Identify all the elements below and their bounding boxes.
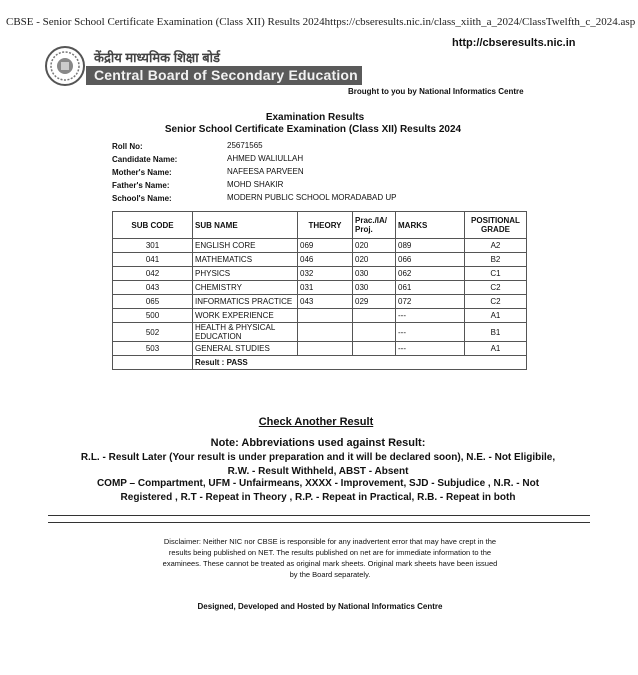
- marks-cell: 072: [396, 295, 465, 309]
- sub-code-cell: 042: [113, 267, 193, 281]
- table-row: [113, 267, 527, 281]
- result-value: PASS: [226, 358, 248, 367]
- school-name-value: MODERN PUBLIC SCHOOL MORADABAD UP: [227, 193, 397, 202]
- sub-name-cell: GENERAL STUDIES: [193, 342, 298, 356]
- sub-code-cell: 041: [113, 253, 193, 267]
- disclaimer-line: by the Board separately.: [289, 570, 371, 579]
- sub-code-cell: 065: [113, 295, 193, 309]
- header-sub-name: SUB NAME: [193, 212, 298, 239]
- mother-name-label: Mother's Name:: [112, 168, 172, 177]
- result-label: Result :: [195, 358, 225, 367]
- school-name-label: School's Name:: [112, 194, 172, 203]
- prac-cell: 030: [353, 281, 396, 295]
- theory-cell: 069: [298, 239, 353, 253]
- board-name-banner: Central Board of Secondary Education: [86, 66, 362, 85]
- prac-cell: 020: [353, 253, 396, 267]
- prac-cell: [353, 323, 396, 342]
- prac-cell: 020: [353, 239, 396, 253]
- sub-name-cell: INFORMATICS PRACTICE: [193, 295, 298, 309]
- header-grade-line1: POSITIONAL: [471, 216, 520, 225]
- marks-cell: ---: [396, 309, 465, 323]
- sub-name-cell: WORK EXPERIENCE: [193, 309, 298, 323]
- grade-cell: A2: [465, 239, 527, 253]
- marks-table: [112, 211, 527, 370]
- sub-code-cell: 043: [113, 281, 193, 295]
- footer-credit: Designed, Developed and Hosted by National Informatics Centre: [197, 602, 443, 611]
- table-row: [113, 309, 527, 323]
- table-row: [113, 323, 527, 342]
- grade-cell: C2: [465, 281, 527, 295]
- disclaimer-line: examinees. These cannot be treated as original mark sheets. Original mark sheets have been issued: [162, 559, 498, 568]
- result-cell: [193, 356, 527, 370]
- table-row: [113, 295, 527, 309]
- prac-cell: 030: [353, 267, 396, 281]
- marks-cell: ---: [396, 342, 465, 356]
- theory-cell: [298, 342, 353, 356]
- sub-name-cell: PHYSICS: [193, 267, 298, 281]
- theory-cell: 031: [298, 281, 353, 295]
- sub-code-cell: 500: [113, 309, 193, 323]
- header-sub-code: SUB CODE: [113, 212, 193, 239]
- check-another-result-link[interactable]: Check Another Result: [258, 416, 374, 428]
- disclaimer-line: Disclaimer: Neither NIC nor CBSE is responsible for any inadvertent error that may have crept in the: [163, 537, 497, 546]
- divider: [48, 522, 590, 523]
- prac-cell: [353, 309, 396, 323]
- divider: [48, 515, 590, 516]
- header-grade: [465, 212, 527, 239]
- grade-cell: C2: [465, 295, 527, 309]
- result-row-spacer: [113, 356, 193, 370]
- print-header: CBSE - Senior School Certificate Examination (Class XII) Results 2024https://cbseresults.nic.in/class_xiith_a_2024/ClassTwelfth_c_2024.asp: [6, 16, 636, 28]
- table-header-row: [113, 212, 527, 239]
- candidate-name-label: Candidate Name:: [112, 155, 178, 164]
- grade-cell: A1: [465, 309, 527, 323]
- sub-name-cell: CHEMISTRY: [193, 281, 298, 295]
- candidate-name-value: AHMED WALIULLAH: [227, 154, 304, 163]
- theory-cell: 032: [298, 267, 353, 281]
- note-title: Note: Abbreviations used against Result:: [210, 437, 426, 449]
- theory-cell: [298, 309, 353, 323]
- sub-name-cell: MATHEMATICS: [193, 253, 298, 267]
- cbse-emblem-icon: [44, 45, 86, 87]
- marks-cell: 061: [396, 281, 465, 295]
- header-marks: MARKS: [396, 212, 465, 239]
- grade-cell: B2: [465, 253, 527, 267]
- note-line: COMP – Compartment, UFM - Unfairmeans, XXXX - Improvement, SJD - Subjudice , N.R. - Not: [96, 478, 540, 489]
- note-line: R.L. - Result Later (Your result is under preparation and it will be declared soon), N.E. - Not Eligibile,: [80, 452, 556, 463]
- prac-cell: 029: [353, 295, 396, 309]
- note-line: R.W. - Result Withheld, ABST - Absent: [227, 466, 409, 477]
- sub-code-cell: 503: [113, 342, 193, 356]
- marks-cell: ---: [396, 323, 465, 342]
- brought-by-text: Brought to you by National Informatics Centre: [348, 87, 524, 96]
- table-row: [113, 342, 527, 356]
- marks-cell: 066: [396, 253, 465, 267]
- header-theory: [298, 212, 353, 239]
- header-grade-line2: GRADE: [481, 225, 510, 234]
- sub-name-cell: ENGLISH CORE: [193, 239, 298, 253]
- grade-cell: C1: [465, 267, 527, 281]
- roll-no-value: 25671565: [227, 141, 263, 150]
- marks-cell: 062: [396, 267, 465, 281]
- disclaimer-line: results being published on NET. The results published on net are for immediate information to the: [168, 548, 492, 557]
- result-row: [113, 356, 527, 370]
- father-name-label: Father's Name:: [112, 181, 170, 190]
- header-theory-label: THEORY: [308, 220, 342, 230]
- header-prac: [353, 212, 396, 239]
- marks-cell: 089: [396, 239, 465, 253]
- father-name-value: MOHD SHAKIR: [227, 180, 284, 189]
- prac-cell: [353, 342, 396, 356]
- exam-title: Examination Results: [265, 112, 365, 123]
- site-url[interactable]: http://cbseresults.nic.in: [452, 37, 576, 49]
- mother-name-value: NAFEESA PARVEEN: [227, 167, 304, 176]
- roll-no-label: Roll No:: [112, 142, 143, 151]
- exam-subtitle: Senior School Certificate Examination (Class XII) Results 2024: [164, 124, 462, 135]
- header-prac-line2: Proj.: [355, 225, 373, 234]
- sub-code-cell: 502: [113, 323, 193, 342]
- theory-cell: 046: [298, 253, 353, 267]
- board-name-hindi: केंद्रीय माध्यमिक शिक्षा बोर्ड: [94, 50, 220, 65]
- theory-cell: 043: [298, 295, 353, 309]
- sub-name-cell: HEALTH & PHYSICAL EDUCATION: [193, 323, 298, 342]
- note-line: Registered , R.T - Repeat in Theory , R.P. - Repeat in Practical, R.B. - Repeat in both: [120, 492, 516, 503]
- theory-cell: [298, 323, 353, 342]
- sub-code-cell: 301: [113, 239, 193, 253]
- grade-cell: B1: [465, 323, 527, 342]
- table-row: [113, 253, 527, 267]
- table-row: [113, 239, 527, 253]
- header-prac-line1: Prac./IA/: [355, 216, 388, 225]
- grade-cell: A1: [465, 342, 527, 356]
- table-row: [113, 281, 527, 295]
